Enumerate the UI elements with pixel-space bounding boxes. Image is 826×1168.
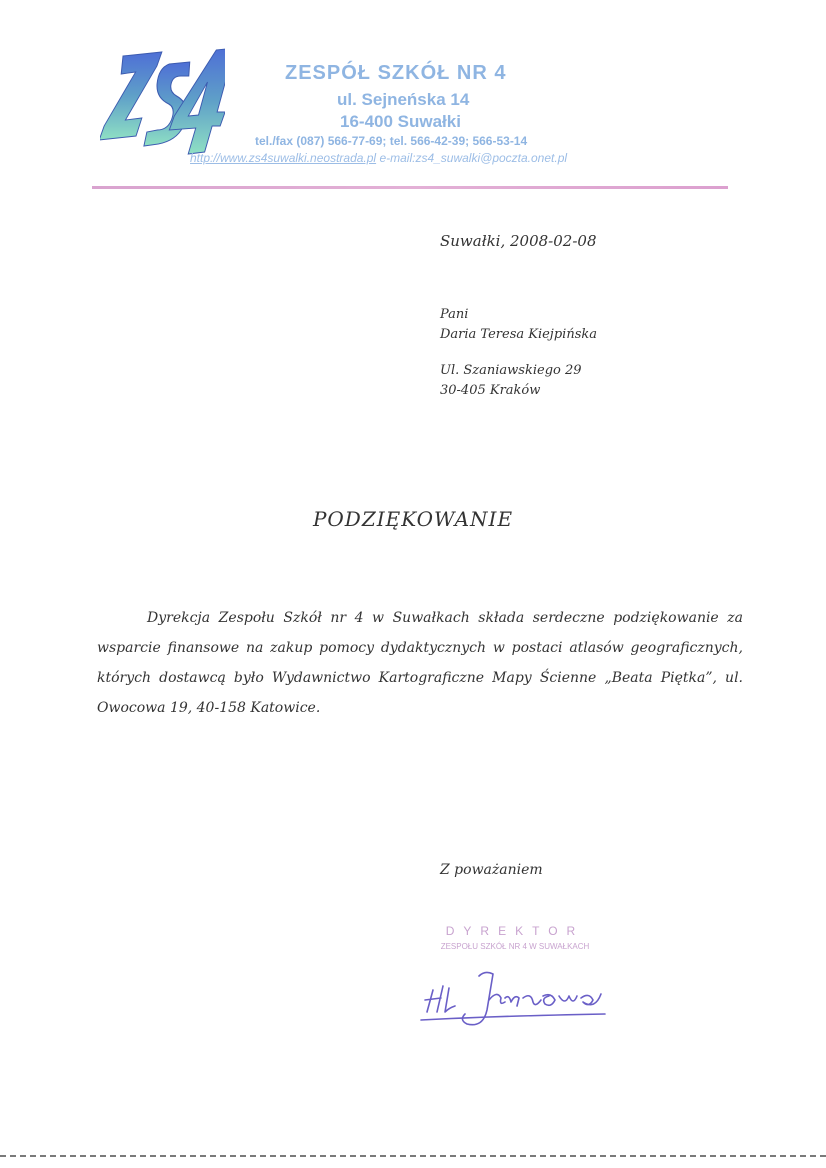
stamp-subtitle: ZESPOŁU SZKÓŁ NR 4 W SUWAŁKACH <box>440 942 590 951</box>
recipient-block <box>440 305 597 345</box>
recipient-address <box>440 361 582 401</box>
address-city: 30-405 Kraków <box>440 383 541 398</box>
stamp-title: DYREKTOR <box>445 924 585 938</box>
header-divider <box>92 186 728 189</box>
recipient-name: Daria Teresa Kiejpińska <box>440 327 597 342</box>
website-link[interactable]: http://www.zs4suwalki.neostrada.pl <box>190 151 377 165</box>
body-paragraph: Dyrekcja Zespołu Szkół nr 4 w Suwałkach składa serdeczne podziękowanie za wsparcie finansowe na zakup pomocy dydaktycznych w postaci atlasów geograficznych, których dostawcą było Wydawnictwo Kartograficzne Mapy Ścienne „Beata Piętka”, ul. Owocowa 19, 40-158 Katowice. <box>97 610 743 716</box>
school-phone: tel./fax (087) 566-77-69; tel. 566-42-39; 566-53-14 <box>255 134 528 148</box>
school-name: ZESPÓŁ SZKÓŁ NR 4 <box>285 62 507 84</box>
recipient-salutation: Pani <box>440 307 469 322</box>
page-cut-line <box>0 1155 826 1157</box>
letter-closing: Z poważaniem <box>440 862 543 878</box>
letter-date: Suwałki, 2008-02-08 <box>440 232 597 250</box>
school-street: ul. Sejneńska 14 <box>337 90 470 109</box>
school-city: 16-400 Suwałki <box>340 112 461 131</box>
letter-title: PODZIĘKOWANIE <box>312 507 514 531</box>
school-logo <box>100 42 225 167</box>
email-address: e-mail:zs4_suwalki@poczta.onet.pl <box>379 151 568 165</box>
letter-body <box>97 603 743 723</box>
signature-icon <box>405 950 625 1030</box>
address-street: Ul. Szaniawskiego 29 <box>440 363 582 378</box>
school-contact <box>190 151 650 165</box>
